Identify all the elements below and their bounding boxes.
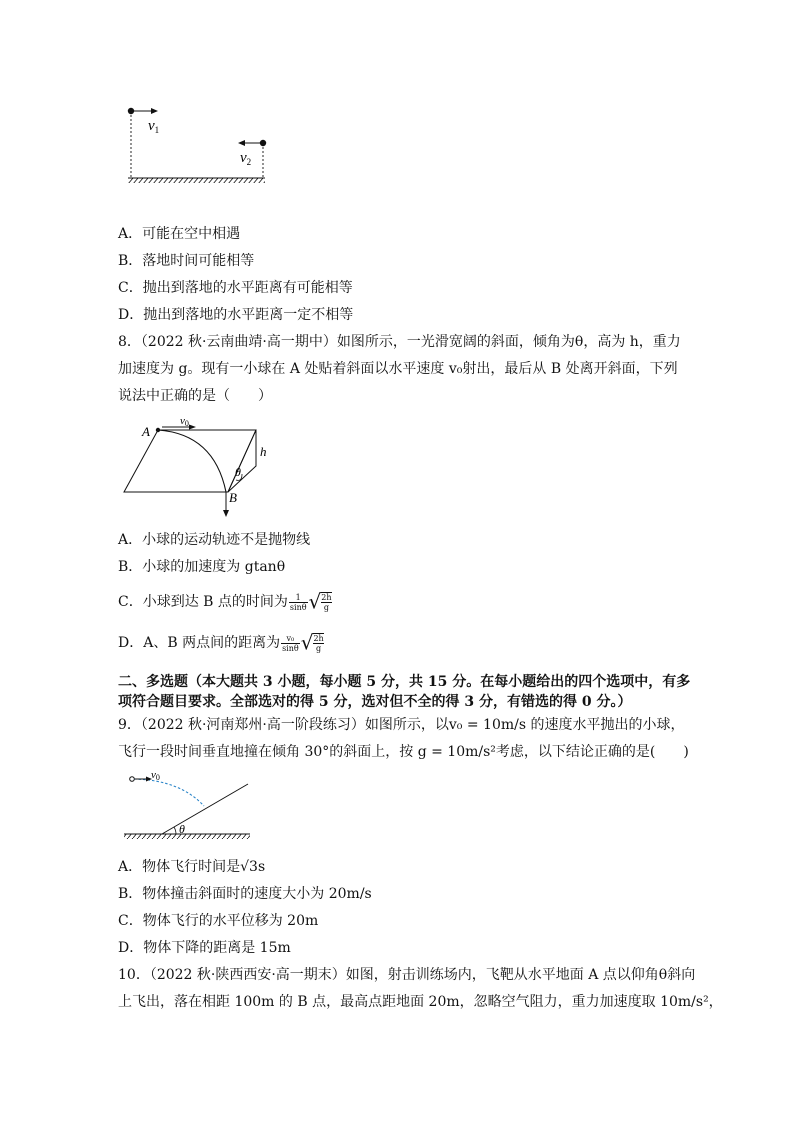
q8-stem-line1: 8．（2022 秋·云南曲靖·高一期中）如图所示，一光滑宽阔的斜面，倾角为θ，高为 h，重力 bbox=[118, 334, 681, 350]
v0-label: v0 bbox=[151, 769, 160, 782]
q10-stem-line2: 上飞出，落在相距 100m 的 B 点，最高点距地面 20m，忽略空气阻力，重力加速度取 10m/s²， bbox=[118, 994, 723, 1010]
square-root: √ $\frac{2h}{g}$ bbox=[300, 630, 324, 655]
point-a-label: A bbox=[142, 424, 150, 439]
q9-option-a: A．物体飞行时间是√3s bbox=[118, 859, 266, 875]
q9-option-b: B．物体撞击斜面时的速度大小为 20m/s bbox=[118, 886, 372, 902]
incline-figure bbox=[118, 414, 278, 522]
ball-1 bbox=[128, 108, 134, 114]
projectile-incline-figure bbox=[118, 766, 258, 844]
q8-option-b: B．小球的加速度为 gtanθ bbox=[118, 559, 286, 575]
q9-option-c: C．物体飞行的水平位移为 20m bbox=[118, 913, 319, 929]
two-balls-figure bbox=[118, 100, 278, 190]
ball-2 bbox=[260, 140, 266, 146]
fraction: $\frac{\text{v₀}}{\sin\theta}$ bbox=[282, 633, 299, 653]
square-root: √ $\frac{2h}{g}$ bbox=[308, 589, 332, 614]
q9-stem-line2: 飞行一段时间垂直地撞在倾角 30°的斜面上，按 g = 10m/s²考虑，以下结论正确的是( ) bbox=[118, 744, 689, 760]
q9-stem-line1: 9．（2022 秋·河南郑州·高一阶段练习）如图所示，以v₀ = 10m/s 的速度水平抛出的小球， bbox=[118, 717, 685, 733]
point-b-label: B bbox=[229, 490, 237, 505]
q8-option-d: D．A、B 两点间的距离为 $\frac{\text{v₀}}{\sin\theta}$ √ $\frac{2h}{g}$ bbox=[118, 630, 324, 655]
q8-option-c: C．小球到达 B 点的时间为 $\frac{1}{\sin\theta}$ √ $\frac{2h}{g}$ bbox=[118, 589, 332, 614]
fraction: $\frac{1}{\sin\theta}$ bbox=[289, 592, 307, 612]
v1-label: $v_1$ bbox=[148, 118, 160, 135]
q7-option-d: D．抛出到落地的水平距离一定不相等 bbox=[118, 307, 354, 323]
theta-label: θ bbox=[235, 465, 241, 479]
q7-option-b: B．落地时间可能相等 bbox=[118, 253, 255, 269]
q7-option-a: A．可能在空中相遇 bbox=[118, 226, 241, 242]
q10-stem-line1: 10．（2022 秋·陕西西安·高一期末）如图，射击训练场内，飞靶从水平地面 A 点以仰角θ斜向 bbox=[118, 967, 696, 983]
theta-label: θ bbox=[179, 822, 185, 836]
section-2-heading-line1: 二、多选题（本大题共 3 小题，每小题 5 分，共 15 分。在每小题给出的四个选项中，有多 bbox=[118, 674, 691, 690]
v2-label: $v_2$ bbox=[240, 150, 252, 167]
q9-option-d: D．物体下降的距离是 15m bbox=[118, 940, 291, 956]
q8-option-a: A．小球的运动轨迹不是抛物线 bbox=[118, 532, 311, 548]
section-2-heading-line2: 项符合题目要求。全部选对的得 5 分，选对但不全的得 3 分，有错选的得 0 分。） bbox=[118, 694, 632, 710]
height-label: h bbox=[260, 444, 267, 459]
q8-stem-line3: 说法中正确的是（ ） bbox=[118, 388, 272, 404]
q8-stem-line2: 加速度为 g。现有一小球在 A 处贴着斜面以水平速度 v₀射出，最后从 B 处离开斜面，下列 bbox=[118, 361, 678, 377]
q7-option-c: C．抛出到落地的水平距离有可能相等 bbox=[118, 280, 353, 296]
v0-label: v0 bbox=[180, 415, 189, 428]
